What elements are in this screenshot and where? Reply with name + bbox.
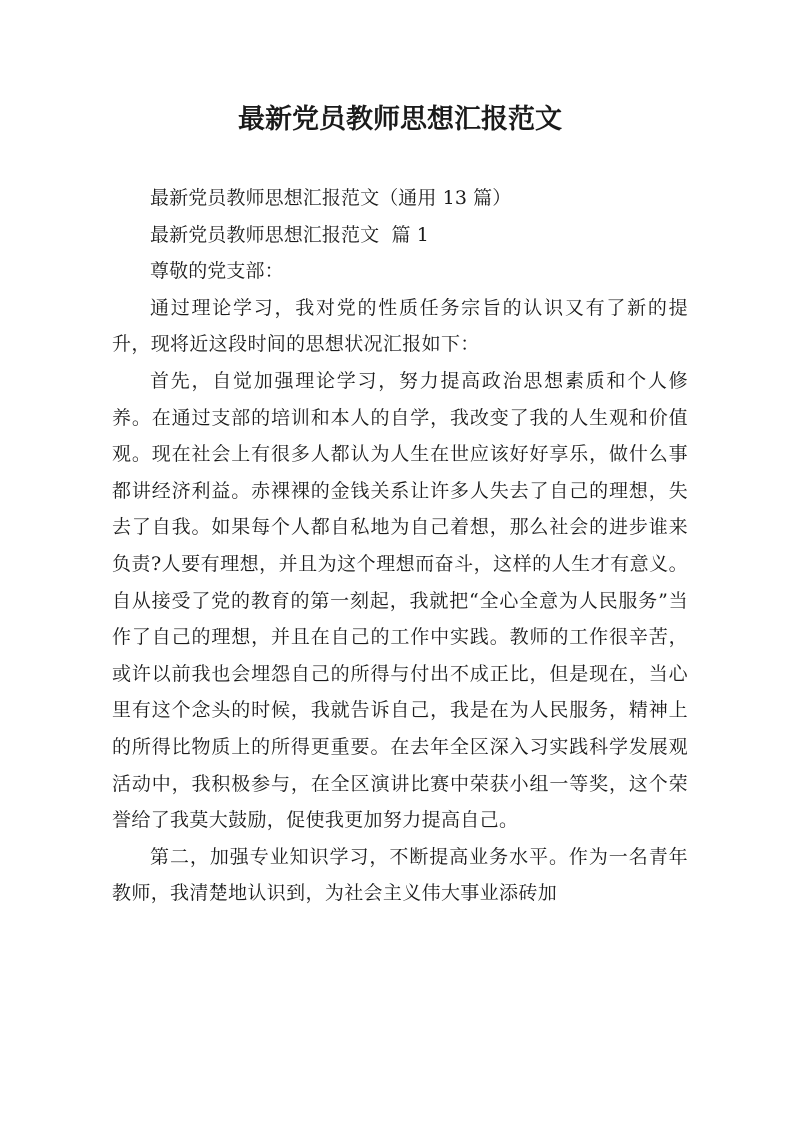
body-paragraph-1: 通过理论学习，我对党的性质任务宗旨的认识又有了新的提升，现将近这段时间的思想状况汇报如下：: [112, 296, 688, 356]
document-body: [112, 180, 688, 912]
document-subtitle: 最新党员教师思想汇报范文（通用 13 篇）: [150, 187, 512, 209]
document-title: 最新党员教师思想汇报范文: [238, 104, 562, 135]
body-paragraph-2: 首先，自觉加强理论学习，努力提高政治思想素质和个人修养。在通过支部的培训和本人的自学，我改变了我的人生观和价值观。现在社会上有很多人都认为人生在世应该好好享乐，做什么事都讲经济利益。赤裸裸的金钱关系让许多人失去了自己的理想，失去了自我。如果每个人都自私地为自己着想，那么社会的进步谁来负责?人要有理想，并且为这个理想而奋斗，这样的人生才有意义。自从接受了党的教育的第一刻起，我就把“全心全意为人民服务”当作了自己的理想，并且在自己的工作中实践。教师的工作很辛苦，或许以前我也会埋怨自己的所得与付出不成正比，但是现在，当心里有这个念头的时候，我就告诉自己，我是在为人民服务，精神上的所得比物质上的所得更重要。在去年全区深入习实践科学发展观活动中，我积极参与，在全区演讲比赛中荣获小组一等奖，这个荣誉给了我莫大鼓励，促使我更加努力提高自己。: [112, 369, 688, 832]
body-paragraph-3: 第二，加强专业知识学习，不断提高业务水平。作为一名青年教师，我清楚地认识到，为社会主义伟大事业添砖加: [112, 845, 688, 905]
section-heading: 最新党员教师思想汇报范文 篇 1: [150, 223, 429, 246]
salutation: 尊敬的党支部：: [150, 260, 284, 283]
